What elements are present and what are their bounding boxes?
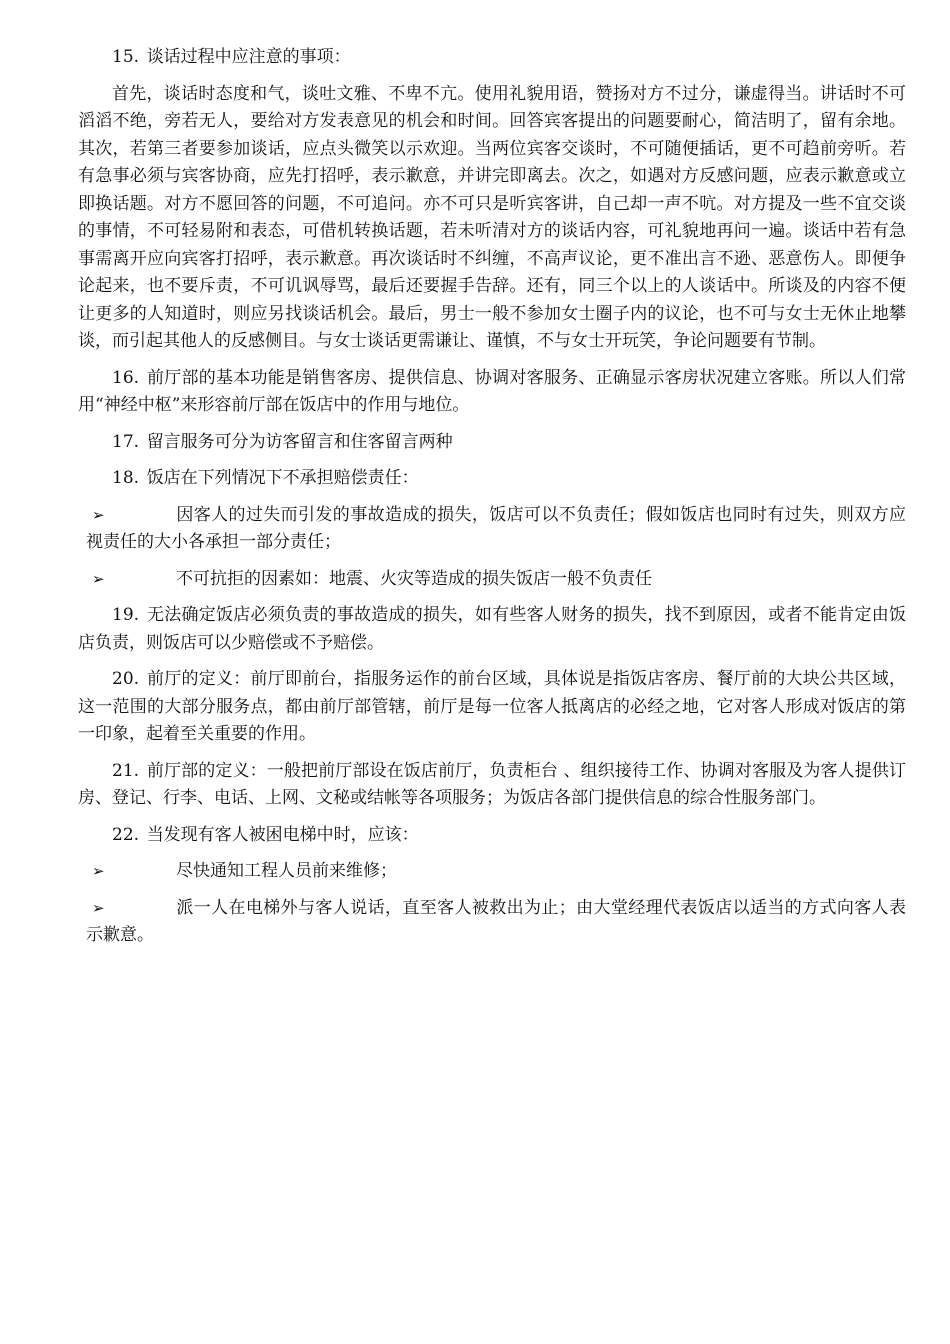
item-text: 前厅的定义：前厅即前台，指服务运作的前台区域，具体说是指饭店客房、餐厅前的大块公共区域，这一范围的大部分服务点，都由前厅部管辖，前厅是每一位客人抵离店的必经之地，它对客人形成对饭店的第一印象，起着至关重要的作用。 (78, 669, 906, 744)
item-22 (78, 822, 906, 850)
paragraph-text: 首先，谈话时态度和气，谈吐文雅、不卑不亢。使用礼貌用语，赞扬对方不过分，谦虚得当。讲话时不可滔滔不绝，旁若无人，要给对方发表意见的机会和时间。回答宾客提出的问题要耐心，简洁明了，留有余地。其次，若第三者要参加谈话，应点头微笑以示欢迎。当两位宾客交谈时，不可随便插话，更不可趋前旁听。若有急事必须与宾客协商，应先打招呼，表示歉意，并讲完即离去。次之，如遇对方反感问题，应表示歉意或立即换话题。对方不愿回答的问题，不可追问。亦不可只是听宾客讲，自己却一声不吭。对方提及一些不宜交谈的事情，不可轻易附和表态，可借机转换话题，若未听清对方的谈话内容，可礼貌地再问一遍。谈话中若有急事需离开应向宾客打招呼，表示歉意。再次谈话时不纠缠，不高声议论，更不准出言不逊、恶意伤人。即便争论起来，也不要斥责，不可讥讽辱骂，最后还要握手告辞。还有，同三个以上的人谈话中。所谈及的内容不便让更多的人知道时，则应另找谈话机会。最后，男士一般不参加女士圈子内的议论，也不可与女士无休止地攀谈，而引起其他人的反感侧目。与女士谈话更需谦让、谨慎，不与女士开玩笑，争论问题要有节制。 (78, 83, 906, 351)
paragraph-conversation-etiquette (78, 81, 906, 356)
item-text: 饭店在下列情况下不承担赔偿责任： (146, 468, 419, 488)
item-16 (78, 365, 906, 420)
item-17 (78, 429, 906, 457)
item-15 (78, 44, 906, 72)
item-19 (78, 602, 906, 657)
bullet-item (78, 858, 906, 886)
item-text: 前厅部的定义：一般把前厅部设在饭店前厅，负责柜台 、组织接待工作、协调对客服及为客人提供订房、登记、行李、电话、上网、文秘或结帐等各项服务；为饭店各部门提供信息的综合性服务部门。 (78, 760, 906, 808)
item-21 (78, 758, 906, 813)
arrow-bullet-icon: ➢ (92, 862, 105, 880)
item-number: 18. (112, 468, 140, 488)
arrow-bullet-icon: ➢ (92, 569, 105, 588)
bullet-text: 尽快通知工程人员前来维修； (176, 861, 397, 881)
item-number: 16. (112, 367, 140, 388)
item-number: 20. (112, 669, 140, 689)
bullet-text: 派一人在电梯外与客人说话，直至客人被救出为止；由大堂经理代表饭店以适当的方式向客人表示歉意。 (86, 897, 906, 945)
document-page (78, 44, 906, 959)
bullet-item (78, 895, 906, 950)
item-20 (78, 666, 906, 749)
arrow-bullet-icon: ➢ (92, 898, 105, 917)
item-text: 谈话过程中应注意的事项： (146, 47, 351, 67)
item-text: 留言服务可分为访客留言和住客留言两种 (146, 431, 453, 452)
bullet-item (78, 566, 906, 594)
item-number: 21. (112, 760, 140, 781)
bullet-item (78, 502, 906, 557)
item-number: 15. (112, 47, 140, 67)
item-number: 17. (112, 431, 140, 452)
bullet-text: 因客人的过失而引发的事故造成的损失，饭店可以不负责任；假如饭店也同时有过失，则双方应视责任的大小各承担一部分责任； (86, 504, 906, 552)
item-number: 22. (112, 824, 140, 845)
item-number: 19. (112, 605, 140, 625)
item-text: 无法确定饭店必须负责的事故造成的损失，如有些客人财务的损失，找不到原因，或者不能肯定由饭店负责，则饭店可以少赔偿或不予赔偿。 (78, 605, 906, 653)
item-text: 当发现有客人被困电梯中时，应该： (146, 824, 419, 845)
arrow-bullet-icon: ➢ (92, 505, 105, 524)
bullet-text: 不可抗拒的因素如：地震、火灾等造成的损失饭店一般不负责任 (176, 568, 652, 589)
item-text: 前厅部的基本功能是销售客房、提供信息、协调对客服务、正确显示客房状况建立客账。所以人们常用“神经中枢”来形容前厅部在饭店中的作用与地位。 (78, 367, 906, 415)
item-18 (78, 465, 906, 493)
